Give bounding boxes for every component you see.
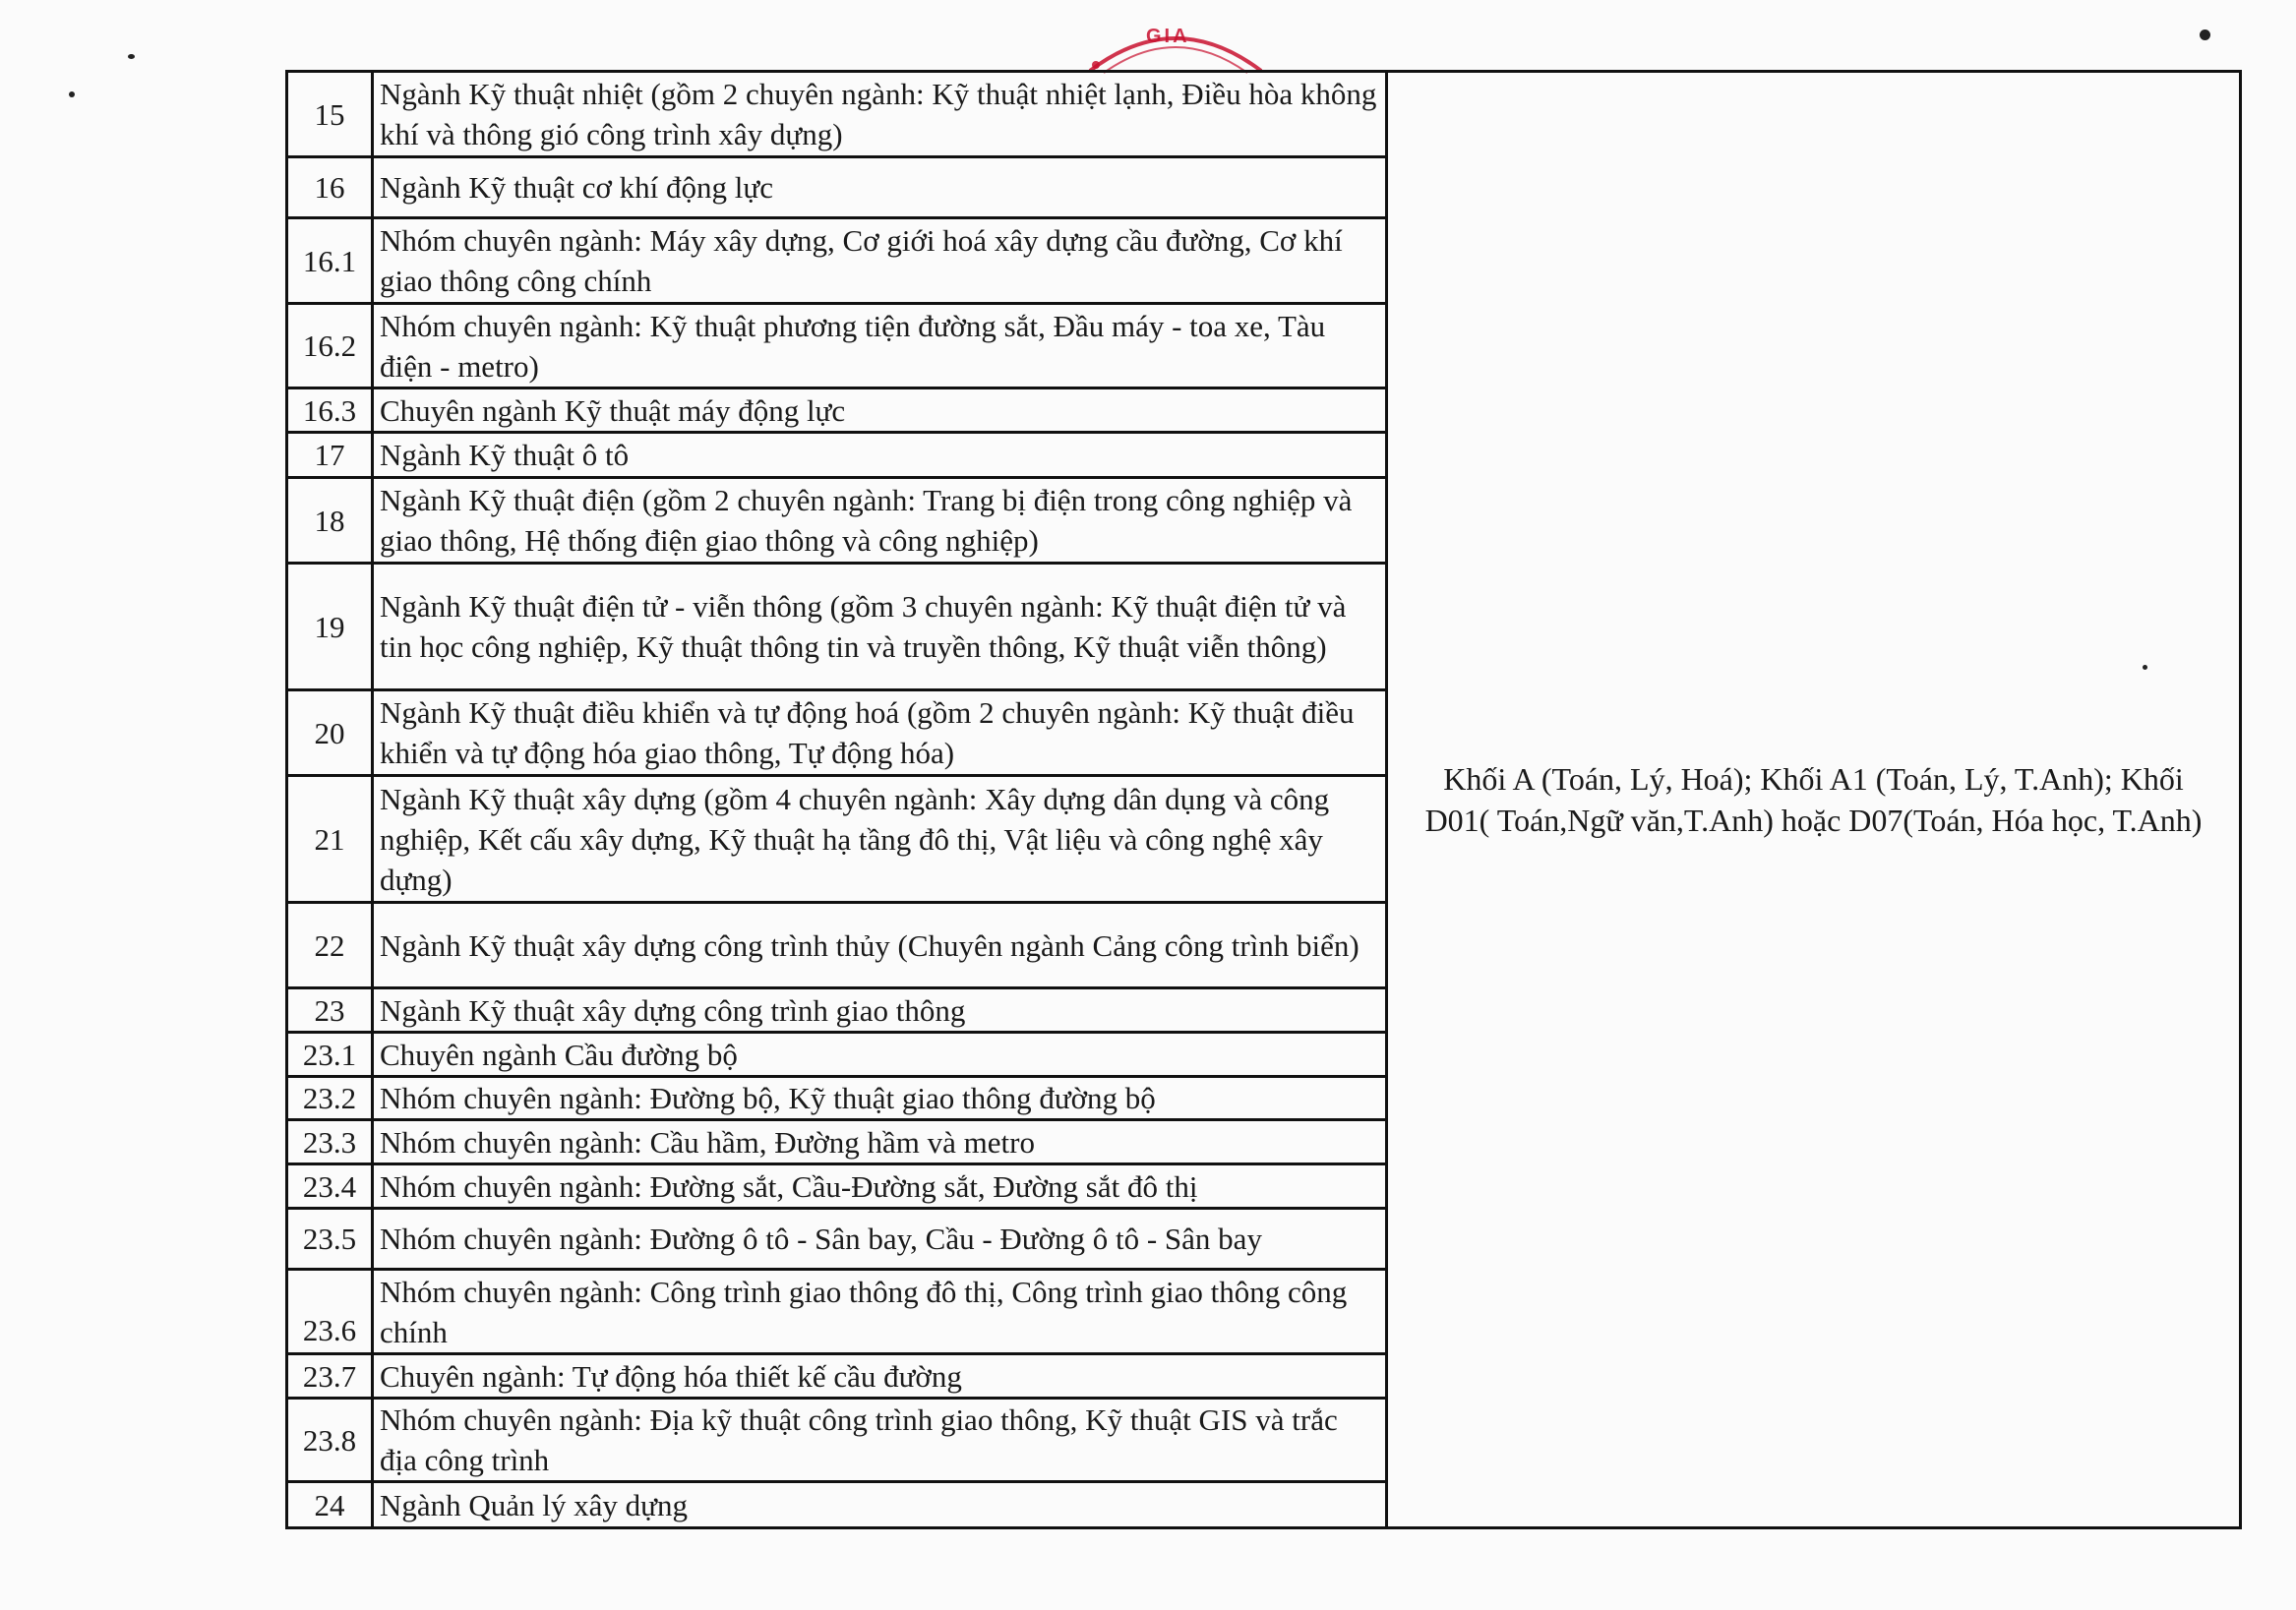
row-number: 23.4 xyxy=(287,1164,373,1209)
row-number: 15 xyxy=(287,72,373,157)
row-number: 23.6 xyxy=(287,1270,373,1354)
row-number: 23.1 xyxy=(287,1033,373,1077)
row-number: 16 xyxy=(287,157,373,218)
row-description: Ngành Kỹ thuật điện (gồm 2 chuyên ngành: Trang bị điện trong công nghiệp và giao thông, Hệ thống điện giao thông và công nghiệp) xyxy=(373,478,1387,564)
row-number: 16.2 xyxy=(287,304,373,388)
row-description: Nhóm chuyên ngành: Đường sắt, Cầu-Đường sắt, Đường sắt đô thị xyxy=(373,1164,1387,1209)
scan-speck xyxy=(69,91,75,97)
row-description: Ngành Kỹ thuật cơ khí động lực xyxy=(373,157,1387,218)
row-number: 22 xyxy=(287,903,373,988)
table-row xyxy=(287,72,2241,157)
red-seal-stamp xyxy=(1082,14,1269,77)
row-number: 23 xyxy=(287,988,373,1033)
row-description: Ngành Kỹ thuật xây dựng công trình thủy (Chuyên ngành Cảng công trình biển) xyxy=(373,903,1387,988)
row-number: 16.1 xyxy=(287,218,373,304)
row-description: Chuyên ngành Kỹ thuật máy động lực xyxy=(373,388,1387,433)
row-number: 23.8 xyxy=(287,1399,373,1482)
row-number: 19 xyxy=(287,564,373,690)
row-description: Ngành Quản lý xây dựng xyxy=(373,1482,1387,1528)
row-description: Nhóm chuyên ngành: Cầu hầm, Đường hầm và metro xyxy=(373,1120,1387,1164)
row-number: 24 xyxy=(287,1482,373,1528)
row-number: 23.3 xyxy=(287,1120,373,1164)
row-description: Chuyên ngành: Tự động hóa thiết kế cầu đường xyxy=(373,1354,1387,1399)
row-description: Nhóm chuyên ngành: Kỹ thuật phương tiện đường sắt, Đầu máy - toa xe, Tàu điện - metro) xyxy=(373,304,1387,388)
row-description: Nhóm chuyên ngành: Máy xây dựng, Cơ giới hoá xây dựng cầu đường, Cơ khí giao thông công chính xyxy=(373,218,1387,304)
admissions-table xyxy=(285,70,2242,1529)
row-description: Ngành Kỹ thuật điện tử - viễn thông (gồm 3 chuyên ngành: Kỹ thuật điện tử và tin học công nghiệp, Kỹ thuật thông tin và truyền thông, Kỹ thuật viễn thông) xyxy=(373,564,1387,690)
admission-group-cell: Khối A (Toán, Lý, Hoá); Khối A1 (Toán, Lý, T.Anh); Khối D01( Toán,Ngữ văn,T.Anh) hoặc D07(Toán, Hóa học, T.Anh) xyxy=(1387,72,2241,1528)
row-number: 18 xyxy=(287,478,373,564)
row-description: Ngành Kỹ thuật điều khiển và tự động hoá (gồm 2 chuyên ngành: Kỹ thuật điều khiển và tự động hóa giao thông, Tự động hóa) xyxy=(373,690,1387,776)
row-description: Chuyên ngành Cầu đường bộ xyxy=(373,1033,1387,1077)
row-description: Ngành Kỹ thuật nhiệt (gồm 2 chuyên ngành: Kỹ thuật nhiệt lạnh, Điều hòa không khí và thông gió công trình xây dựng) xyxy=(373,72,1387,157)
row-number: 23.2 xyxy=(287,1077,373,1120)
seal-text: GIA xyxy=(1146,26,1190,47)
row-description: Nhóm chuyên ngành: Đường ô tô - Sân bay, Cầu - Đường ô tô - Sân bay xyxy=(373,1209,1387,1270)
row-description: Nhóm chuyên ngành: Địa kỹ thuật công trình giao thông, Kỹ thuật GIS và trắc địa công trình xyxy=(373,1399,1387,1482)
scan-speck xyxy=(128,54,135,59)
row-number: 17 xyxy=(287,433,373,478)
row-description: Nhóm chuyên ngành: Đường bộ, Kỹ thuật giao thông đường bộ xyxy=(373,1077,1387,1120)
row-number: 20 xyxy=(287,690,373,776)
scan-speck xyxy=(2200,30,2210,40)
row-number: 21 xyxy=(287,776,373,903)
row-number: 23.5 xyxy=(287,1209,373,1270)
row-description: Ngành Kỹ thuật xây dựng (gồm 4 chuyên ngành: Xây dựng dân dụng và công nghiệp, Kết cấu xây dựng, Kỹ thuật hạ tầng đô thị, Vật liệu và công nghệ xây dựng) xyxy=(373,776,1387,903)
row-description: Nhóm chuyên ngành: Công trình giao thông đô thị, Công trình giao thông công chính xyxy=(373,1270,1387,1354)
row-number: 23.7 xyxy=(287,1354,373,1399)
row-description: Ngành Kỹ thuật ô tô xyxy=(373,433,1387,478)
row-number: 16.3 xyxy=(287,388,373,433)
row-description: Ngành Kỹ thuật xây dựng công trình giao thông xyxy=(373,988,1387,1033)
